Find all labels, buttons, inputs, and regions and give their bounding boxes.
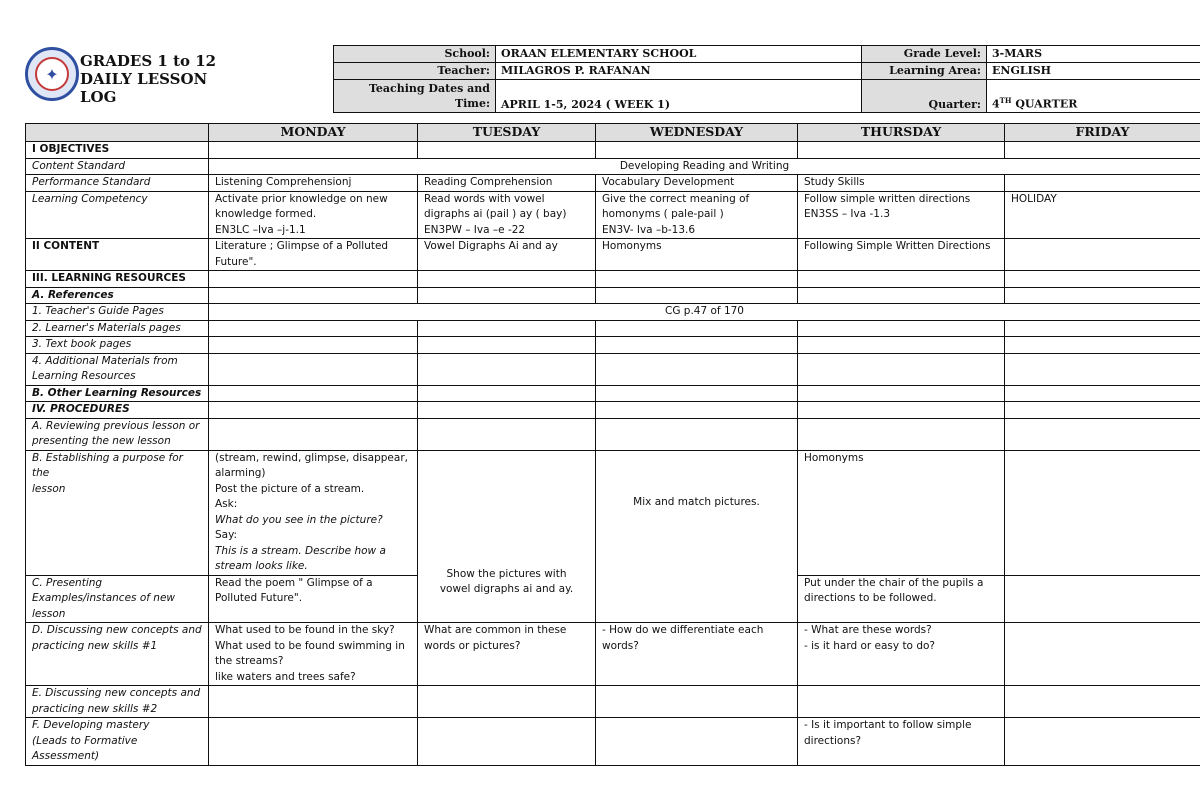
- quarter-value: [987, 80, 1200, 113]
- day-header-tuesday: TUESDAY: [418, 124, 596, 142]
- presenting-monday: Read the poem " Glimpse of a Polluted Future".: [209, 575, 418, 623]
- table-row: [26, 418, 1200, 450]
- quarter-number: 4: [992, 98, 1000, 111]
- performance-standard-monday: Listening Comprehensionj: [209, 175, 418, 192]
- deped-seal-logo: [25, 47, 79, 101]
- learners-materials-label: 2. Learner's Materials pages: [26, 320, 209, 337]
- teachers-guide-label: 1. Teacher's Guide Pages: [26, 304, 209, 321]
- table-row: [26, 320, 1200, 337]
- establishing-wednesday: Mix and match pictures.: [596, 450, 798, 623]
- teacher-label: Teacher:: [334, 63, 496, 80]
- content-wednesday: Homonyms: [596, 239, 798, 271]
- competency-thursday: Follow simple written directions EN3SS – Iva -1.3: [798, 191, 1005, 239]
- performance-standard-thursday: Study Skills: [798, 175, 1005, 192]
- competency-wednesday: Give the correct meaning of homonyms ( pale-pail ) EN3V- Iva –b-13.6: [596, 191, 798, 239]
- discussing-1-monday: What used to be found in the sky? What used to be found swimming in the streams? like waters and trees safe?: [209, 623, 418, 686]
- school-value: ORAAN ELEMENTARY SCHOOL: [496, 46, 862, 63]
- content-thursday: Following Simple Written Directions: [798, 239, 1005, 271]
- presenting-examples-label: C. Presenting Examples/instances of new lesson: [26, 575, 209, 623]
- establishing-monday: (stream, rewind, glimpse, disappear, alarming) Post the picture of a stream. Ask: What do you see in the picture? Say: This is a stream. Describe how a stream looks like.: [209, 450, 418, 575]
- discussing-1-tuesday: What are common in these words or pictures?: [418, 623, 596, 686]
- table-row: [26, 623, 1200, 686]
- grade-level-label: Grade Level:: [862, 46, 987, 63]
- table-row: [26, 158, 1200, 175]
- establishing-thursday: Homonyms: [798, 450, 1005, 575]
- references-label: A. References: [26, 287, 209, 304]
- competency-tuesday: Read words with vowel digraphs ai (pail ) ay ( bay) EN3PW – Iva –e -22: [418, 191, 596, 239]
- lesson-log-table: [25, 123, 1200, 766]
- other-resources-label: B. Other Learning Resources: [26, 385, 209, 402]
- additional-materials-label: 4. Additional Materials from Learning Resources: [26, 353, 209, 385]
- presenting-tuesday: Show the pictures with vowel digraphs ai and ay.: [418, 450, 596, 623]
- competency-friday: HOLIDAY: [1005, 191, 1200, 239]
- quarter-superscript: TH: [999, 96, 1012, 106]
- table-row: [26, 271, 1200, 288]
- table-row: [26, 718, 1200, 766]
- content-standard-value: Developing Reading and Writing: [209, 158, 1200, 175]
- header-info-table: [333, 45, 1200, 113]
- quarter-word: QUARTER: [1011, 98, 1078, 111]
- performance-standard-label: Performance Standard: [26, 175, 209, 192]
- procedures-label: IV. PROCEDURES: [26, 402, 209, 419]
- competency-monday: Activate prior knowledge on new knowledge formed. EN3LC –Iva –j-1.1: [209, 191, 418, 239]
- table-row: [26, 142, 1200, 159]
- seal-icon: ✦: [35, 57, 69, 91]
- learning-competency-label: Learning Competency: [26, 191, 209, 239]
- developing-mastery-label: F. Developing mastery (Leads to Formative Assessment): [26, 718, 209, 766]
- table-row: [26, 175, 1200, 192]
- content-tuesday: Vowel Digraphs Ai and ay: [418, 239, 596, 271]
- grade-level-value: 3-MARS: [987, 46, 1200, 63]
- learning-area-value: ENGLISH: [987, 63, 1200, 80]
- discussing-1-wednesday: - How do we differentiate each words?: [596, 623, 798, 686]
- table-row: [26, 337, 1200, 354]
- quarter-label: Quarter:: [862, 80, 987, 113]
- table-row: [26, 239, 1200, 271]
- table-row: [26, 686, 1200, 718]
- objectives-label: I OBJECTIVES: [26, 142, 209, 159]
- content-standard-label: Content Standard: [26, 158, 209, 175]
- textbook-pages-label: 3. Text book pages: [26, 337, 209, 354]
- table-row: [26, 304, 1200, 321]
- page-title: GRADES 1 to 12 DAILY LESSON LOG: [80, 52, 217, 106]
- performance-standard-wednesday: Vocabulary Development: [596, 175, 798, 192]
- day-header-wednesday: WEDNESDAY: [596, 124, 798, 142]
- table-row: [26, 402, 1200, 419]
- day-header-monday: MONDAY: [209, 124, 418, 142]
- header-corner-cell: [26, 124, 209, 142]
- teacher-value: MILAGROS P. RAFANAN: [496, 63, 862, 80]
- day-header-friday: FRIDAY: [1005, 124, 1200, 142]
- performance-standard-tuesday: Reading Comprehension: [418, 175, 596, 192]
- school-label: School:: [334, 46, 496, 63]
- content-monday: Literature ; Glimpse of a Polluted Future".: [209, 239, 418, 271]
- learning-area-label: Learning Area:: [862, 63, 987, 80]
- content-label: II CONTENT: [26, 239, 209, 271]
- discussing-2-label: E. Discussing new concepts and practicing new skills #2: [26, 686, 209, 718]
- table-row: [26, 353, 1200, 385]
- table-row: [26, 287, 1200, 304]
- day-header-thursday: THURSDAY: [798, 124, 1005, 142]
- presenting-thursday: Put under the chair of the pupils a directions to be followed.: [798, 575, 1005, 623]
- learning-resources-label: III. LEARNING RESOURCES: [26, 271, 209, 288]
- table-row: [26, 385, 1200, 402]
- mastery-thursday: - Is it important to follow simple directions?: [798, 718, 1005, 766]
- teaching-dates-value: APRIL 1-5, 2024 ( WEEK 1): [496, 80, 862, 113]
- reviewing-label: A. Reviewing previous lesson or presenting the new lesson: [26, 418, 209, 450]
- table-row: [26, 450, 1200, 575]
- teachers-guide-value: CG p.47 of 170: [209, 304, 1200, 321]
- teaching-dates-label: Teaching Dates and Time:: [334, 80, 496, 113]
- discussing-1-label: D. Discussing new concepts and practicing new skills #1: [26, 623, 209, 686]
- discussing-1-thursday: - What are these words? - is it hard or easy to do?: [798, 623, 1005, 686]
- establishing-purpose-label: B. Establishing a purpose for the lesson: [26, 450, 209, 575]
- table-row: [26, 191, 1200, 239]
